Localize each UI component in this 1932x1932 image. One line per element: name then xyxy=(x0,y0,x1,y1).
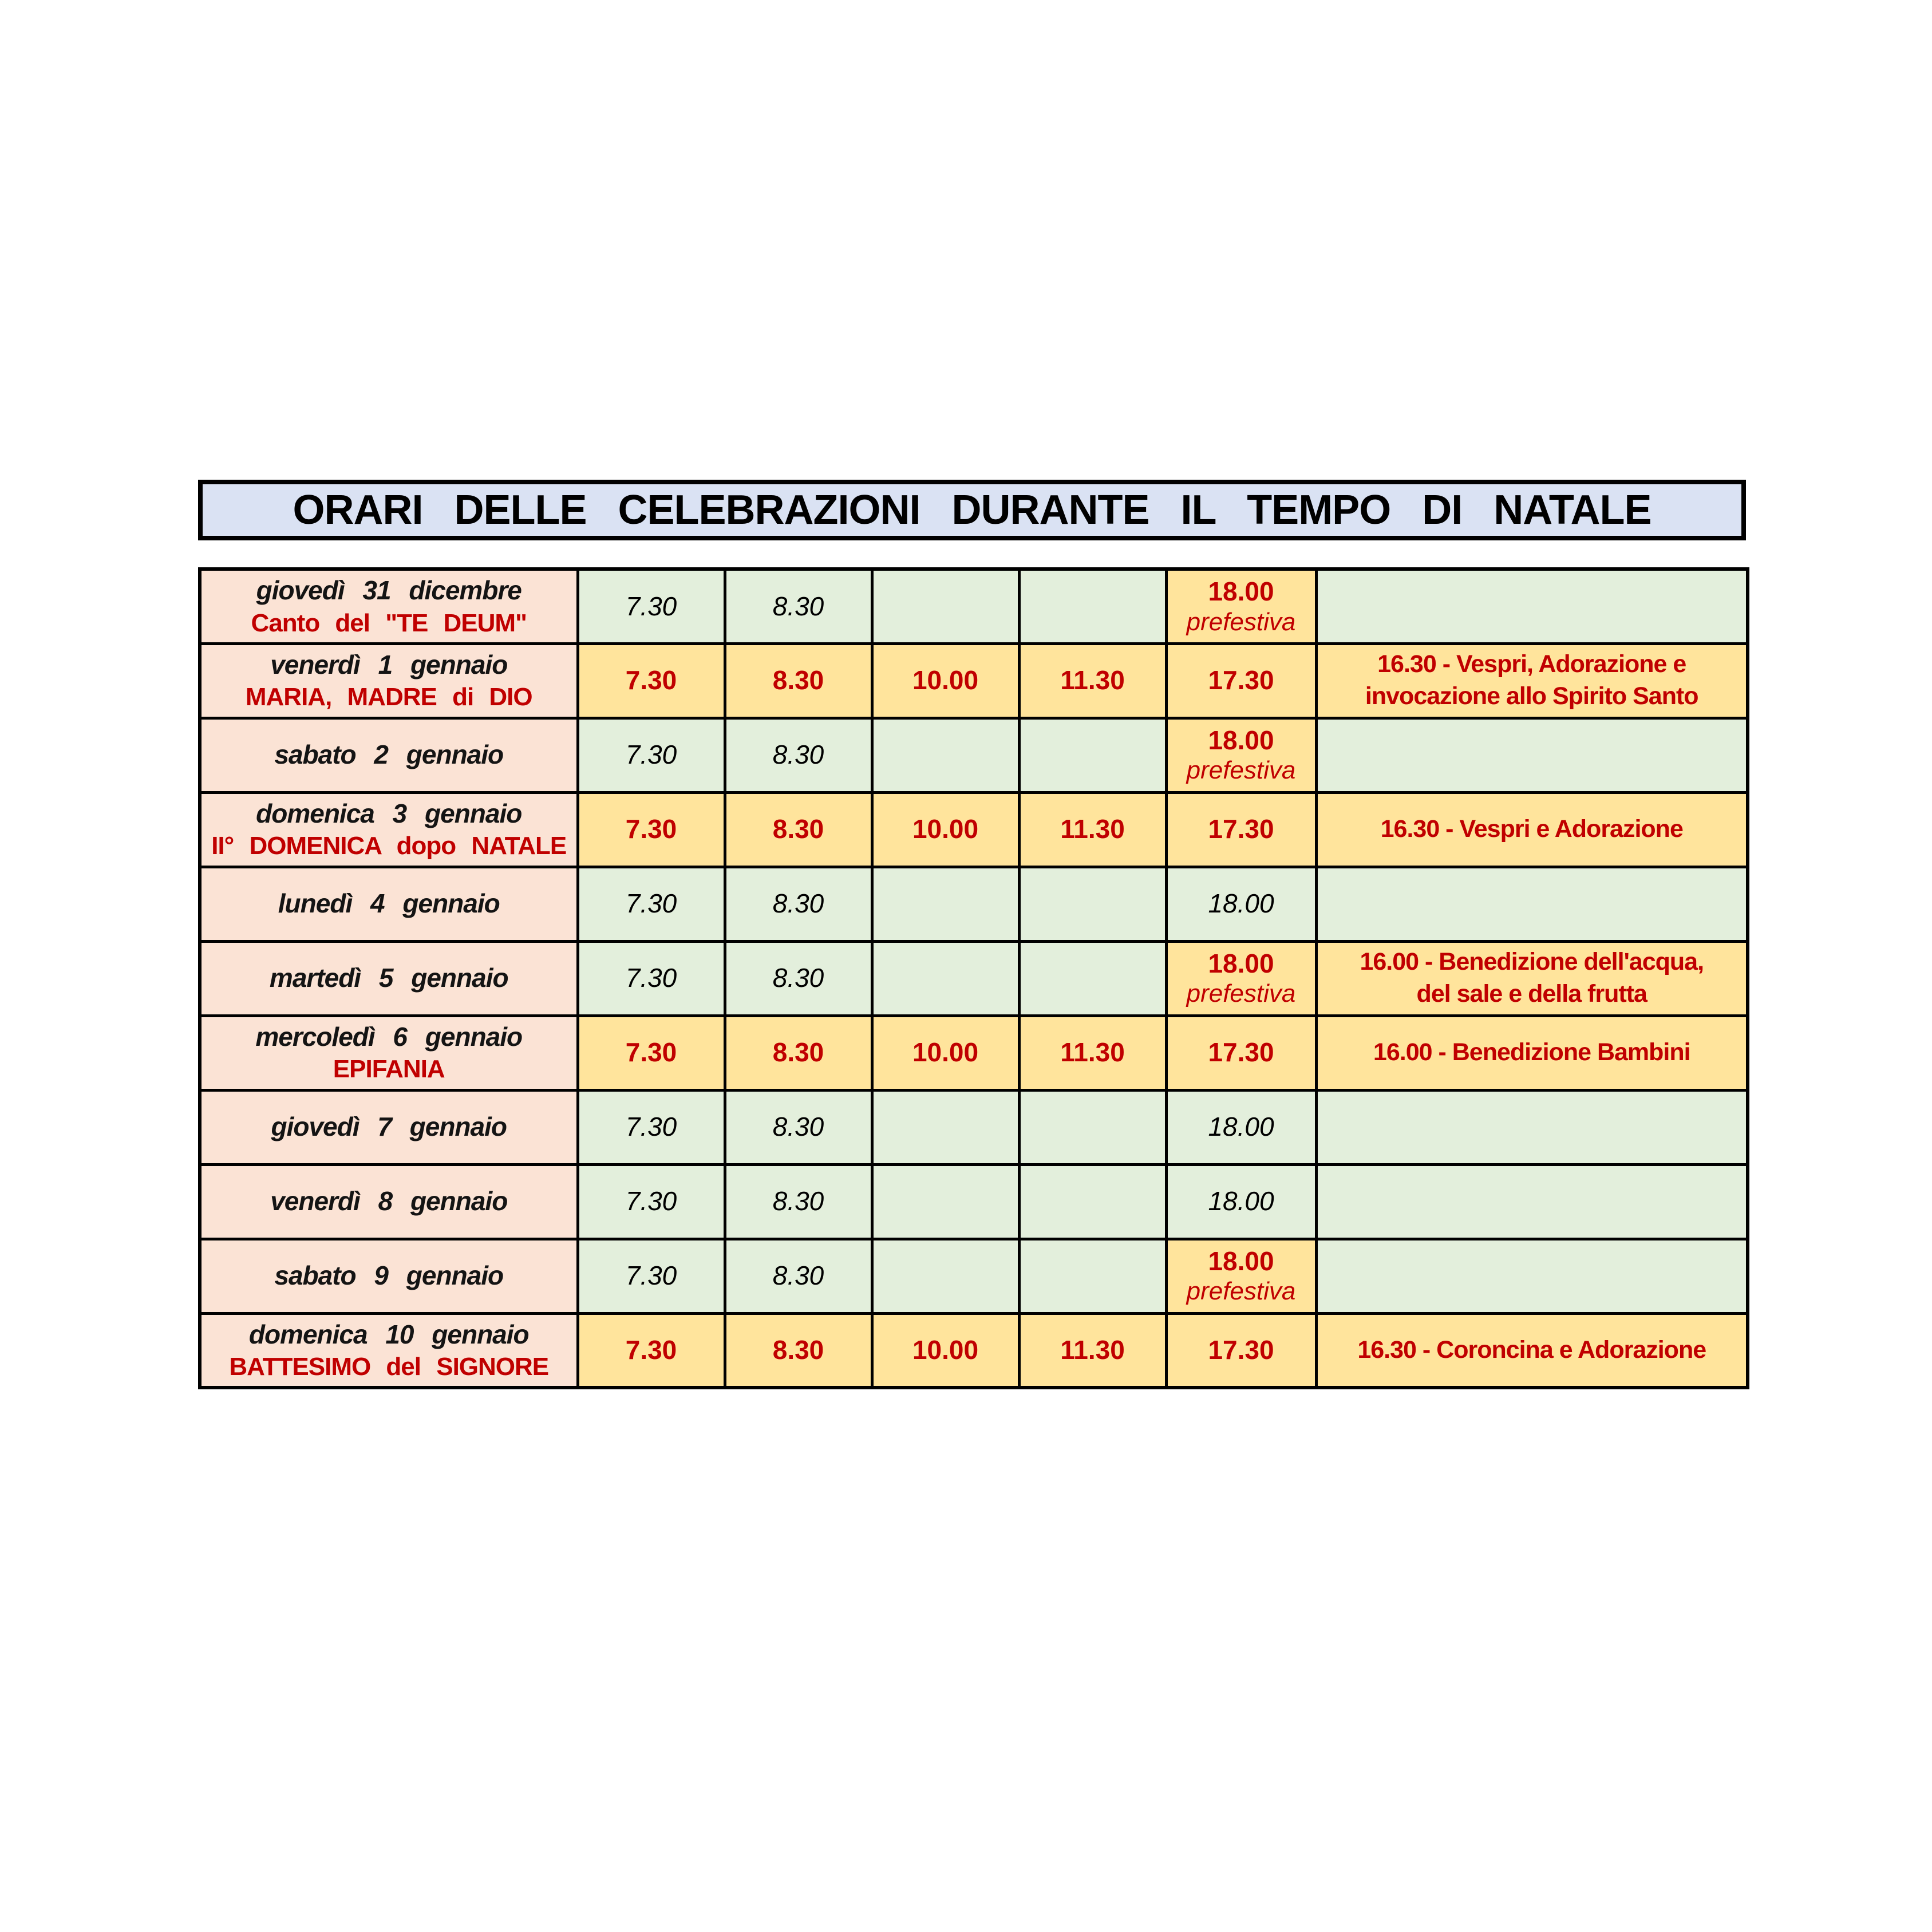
prefestiva-label: prefestiva xyxy=(1186,979,1296,1008)
mass-time: 8.30 xyxy=(772,963,824,993)
time-cell xyxy=(872,1239,1019,1313)
note-cell xyxy=(1316,718,1748,792)
time-cell xyxy=(725,643,872,718)
mass-time: 8.30 xyxy=(772,740,824,770)
time-cell xyxy=(1166,1090,1316,1164)
mass-time: 17.30 xyxy=(1208,1037,1274,1068)
time-cell xyxy=(872,1016,1019,1090)
mass-time: 7.30 xyxy=(625,665,677,696)
mass-time: 7.30 xyxy=(625,963,677,993)
day-cell xyxy=(200,1090,578,1164)
table-row xyxy=(200,792,1748,867)
mass-time: 7.30 xyxy=(625,814,677,844)
note-text: 16.00 - Benedizione dell'acqua, xyxy=(1360,948,1704,976)
time-cell xyxy=(1166,1016,1316,1090)
mass-time: 18.00 xyxy=(1208,1112,1274,1142)
day-cell xyxy=(200,941,578,1016)
mass-time: 8.30 xyxy=(772,1335,824,1365)
note-text: 16.30 - Coroncina e Adorazione xyxy=(1357,1336,1706,1364)
time-cell xyxy=(872,643,1019,718)
mass-time: 7.30 xyxy=(625,1112,677,1142)
time-cell xyxy=(1019,1313,1166,1388)
note-text: 16.30 - Vespri e Adorazione xyxy=(1380,815,1683,843)
mass-time: 7.30 xyxy=(625,1261,677,1291)
mass-time: 18.00 xyxy=(1208,949,1274,979)
time-cell xyxy=(725,569,872,643)
day-name: venerdì 8 gennaio xyxy=(270,1186,508,1216)
table-row xyxy=(200,1090,1748,1164)
note-cell xyxy=(1316,643,1748,718)
note-cell xyxy=(1316,1239,1748,1313)
time-cell xyxy=(872,1090,1019,1164)
time-cell xyxy=(1019,941,1166,1016)
time-cell xyxy=(1019,569,1166,643)
time-cell xyxy=(578,867,725,941)
mass-time: 8.30 xyxy=(772,1037,824,1068)
time-cell xyxy=(578,718,725,792)
day-feast-label: Canto del "TE DEUM" xyxy=(251,609,527,637)
day-feast-label: MARIA, MADRE di DIO xyxy=(245,683,532,712)
mass-time: 18.00 xyxy=(1208,576,1274,607)
mass-time: 7.30 xyxy=(625,740,677,770)
time-cell xyxy=(1166,792,1316,867)
table-row xyxy=(200,867,1748,941)
time-cell xyxy=(578,1239,725,1313)
time-cell xyxy=(578,1313,725,1388)
note-cell xyxy=(1316,941,1748,1016)
note-cell xyxy=(1316,1164,1748,1239)
note-text: invocazione allo Spirito Santo xyxy=(1365,682,1698,710)
mass-time: 17.30 xyxy=(1208,1335,1274,1365)
table-row xyxy=(200,1239,1748,1313)
mass-time: 11.30 xyxy=(1060,1037,1125,1068)
day-feast-label: BATTESIMO del SIGNORE xyxy=(229,1353,549,1381)
time-cell xyxy=(1019,1016,1166,1090)
day-cell xyxy=(200,718,578,792)
day-name: sabato 9 gennaio xyxy=(274,1261,504,1291)
table-row xyxy=(200,718,1748,792)
mass-time: 7.30 xyxy=(625,888,677,919)
day-name: domenica 3 gennaio xyxy=(256,798,522,828)
day-feast-label: EPIFANIA xyxy=(333,1055,445,1084)
time-cell xyxy=(1166,643,1316,718)
mass-time: 8.30 xyxy=(772,888,824,919)
mass-time: 8.30 xyxy=(772,814,824,844)
mass-time: 8.30 xyxy=(772,591,824,621)
celebrations-table xyxy=(198,567,1749,1389)
table-row xyxy=(200,1016,1748,1090)
time-cell xyxy=(578,643,725,718)
table-row xyxy=(200,1313,1748,1388)
note-cell xyxy=(1316,867,1748,941)
time-cell xyxy=(872,1313,1019,1388)
day-name: martedì 5 gennaio xyxy=(269,963,508,993)
time-cell xyxy=(578,941,725,1016)
day-name: lunedì 4 gennaio xyxy=(278,888,500,919)
time-cell xyxy=(578,1090,725,1164)
note-text: 16.30 - Vespri, Adorazione e xyxy=(1377,650,1686,678)
time-cell xyxy=(725,867,872,941)
note-cell xyxy=(1316,569,1748,643)
time-cell xyxy=(872,792,1019,867)
day-cell xyxy=(200,792,578,867)
time-cell xyxy=(1166,1164,1316,1239)
mass-time: 7.30 xyxy=(625,1186,677,1216)
mass-time: 17.30 xyxy=(1208,814,1274,844)
time-cell xyxy=(725,1164,872,1239)
mass-time: 11.30 xyxy=(1060,814,1125,844)
table-row xyxy=(200,569,1748,643)
mass-time: 8.30 xyxy=(772,1112,824,1142)
day-feast-label: II° DOMENICA dopo NATALE xyxy=(211,832,567,860)
table-row xyxy=(200,643,1748,718)
time-cell xyxy=(725,1313,872,1388)
mass-time: 10.00 xyxy=(912,665,979,696)
note-cell xyxy=(1316,792,1748,867)
time-cell xyxy=(872,941,1019,1016)
time-cell xyxy=(1166,941,1316,1016)
day-name: mercoledì 6 gennaio xyxy=(255,1021,523,1052)
day-name: sabato 2 gennaio xyxy=(274,740,504,770)
mass-time: 18.00 xyxy=(1208,1186,1274,1216)
time-cell xyxy=(725,1090,872,1164)
note-cell xyxy=(1316,1016,1748,1090)
time-cell xyxy=(725,718,872,792)
mass-time: 7.30 xyxy=(625,591,677,621)
mass-time: 7.30 xyxy=(625,1335,677,1365)
time-cell xyxy=(725,941,872,1016)
mass-time: 10.00 xyxy=(912,1335,979,1365)
table-row xyxy=(200,941,1748,1016)
time-cell xyxy=(1166,1239,1316,1313)
time-cell xyxy=(578,792,725,867)
day-name: venerdì 1 gennaio xyxy=(270,649,508,679)
note-text: del sale e della frutta xyxy=(1416,980,1647,1008)
day-cell xyxy=(200,867,578,941)
note-text: 16.00 - Benedizione Bambini xyxy=(1373,1038,1690,1066)
mass-time: 11.30 xyxy=(1060,1335,1125,1365)
prefestiva-label: prefestiva xyxy=(1186,607,1296,636)
mass-time: 10.00 xyxy=(912,1037,979,1068)
time-cell xyxy=(872,718,1019,792)
mass-time: 8.30 xyxy=(772,1186,824,1216)
mass-time: 17.30 xyxy=(1208,665,1274,696)
title-banner xyxy=(198,480,1746,540)
mass-time: 10.00 xyxy=(912,814,979,844)
mass-time: 18.00 xyxy=(1208,888,1274,919)
day-cell xyxy=(200,1313,578,1388)
day-name: giovedì 31 dicembre xyxy=(256,575,521,605)
time-cell xyxy=(872,867,1019,941)
note-cell xyxy=(1316,1313,1748,1388)
time-cell xyxy=(725,792,872,867)
time-cell xyxy=(872,1164,1019,1239)
prefestiva-label: prefestiva xyxy=(1186,756,1296,785)
time-cell xyxy=(1019,1239,1166,1313)
mass-time: 8.30 xyxy=(772,665,824,696)
time-cell xyxy=(725,1016,872,1090)
time-cell xyxy=(1166,569,1316,643)
page-title: ORARI DELLE CELEBRAZIONI DURANTE IL TEMPO DI NATALE xyxy=(293,487,1652,533)
day-cell xyxy=(200,569,578,643)
time-cell xyxy=(725,1239,872,1313)
day-cell xyxy=(200,643,578,718)
day-name: giovedì 7 gennaio xyxy=(271,1112,507,1142)
time-cell xyxy=(1019,643,1166,718)
day-cell xyxy=(200,1016,578,1090)
mass-time: 7.30 xyxy=(625,1037,677,1068)
mass-time: 18.00 xyxy=(1208,1246,1274,1277)
time-cell xyxy=(1166,867,1316,941)
day-cell xyxy=(200,1239,578,1313)
mass-time: 8.30 xyxy=(772,1261,824,1291)
time-cell xyxy=(1019,792,1166,867)
day-name: domenica 10 gennaio xyxy=(248,1319,529,1349)
time-cell xyxy=(578,1016,725,1090)
time-cell xyxy=(1019,718,1166,792)
day-cell xyxy=(200,1164,578,1239)
time-cell xyxy=(578,1164,725,1239)
time-cell xyxy=(1166,718,1316,792)
time-cell xyxy=(1019,1164,1166,1239)
note-cell xyxy=(1316,1090,1748,1164)
time-cell xyxy=(1019,867,1166,941)
prefestiva-label: prefestiva xyxy=(1186,1277,1296,1306)
time-cell xyxy=(872,569,1019,643)
mass-time: 18.00 xyxy=(1208,725,1274,756)
mass-time: 11.30 xyxy=(1060,665,1125,696)
table-row xyxy=(200,1164,1748,1239)
time-cell xyxy=(1166,1313,1316,1388)
time-cell xyxy=(578,569,725,643)
time-cell xyxy=(1019,1090,1166,1164)
